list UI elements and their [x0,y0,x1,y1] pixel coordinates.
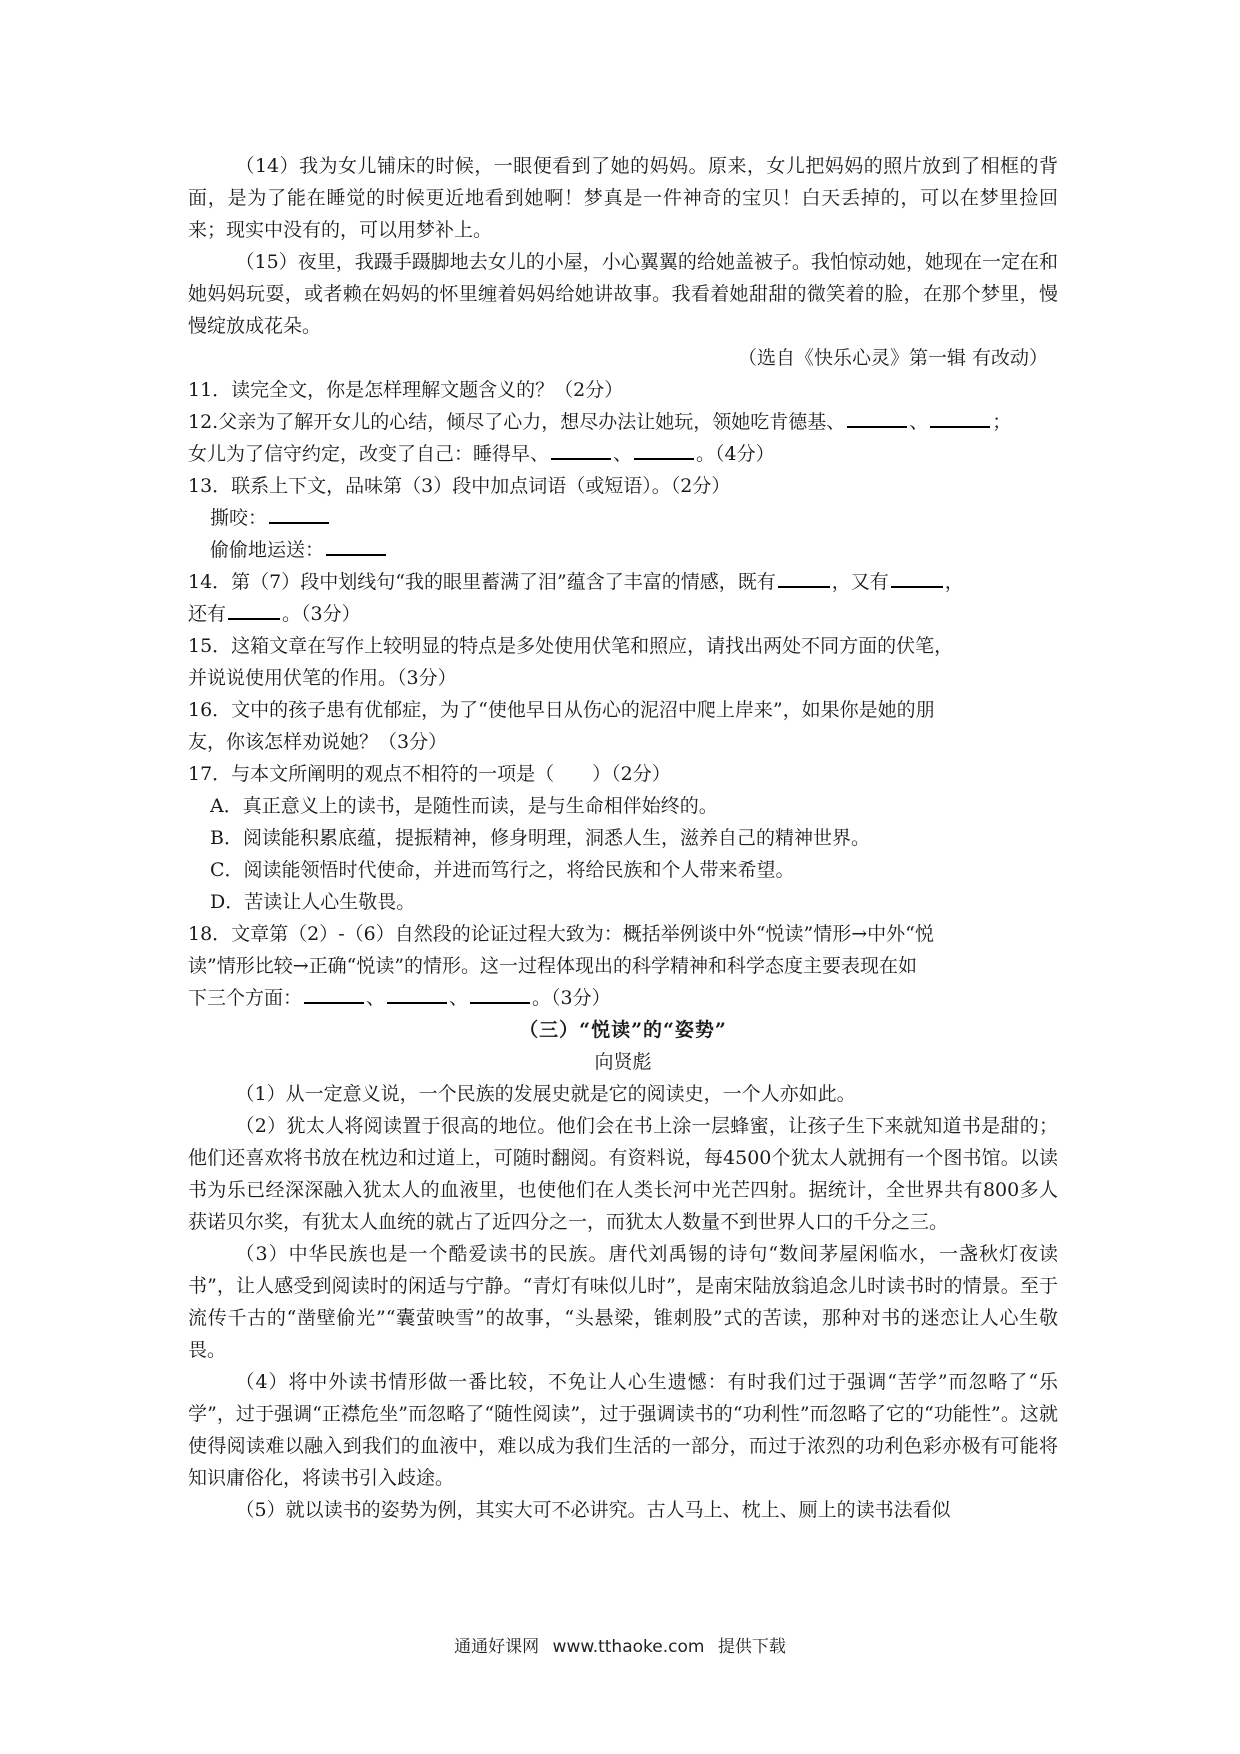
answer-blank[interactable] [326,534,386,556]
answer-blank[interactable] [778,566,830,588]
q18-sep: 、 [449,987,469,1009]
question-12-line-2 [188,438,1058,470]
q12-end: 。（4分） [696,443,775,465]
answer-blank[interactable] [387,982,447,1004]
q18-end: 。（3分） [532,987,611,1009]
question-16-line-2: 友，你该怎样劝说她？（3分） [188,731,448,753]
option-a[interactable]: A．真正意义上的读书，是随性而读，是与生命相伴始终的。 [210,795,718,817]
footer-note: 提供下载 [717,1637,786,1657]
q14-text-b: 还有 [188,603,227,625]
q18-text-c: 下三个方面： [188,987,303,1009]
answer-blank[interactable] [551,438,611,460]
question-18-line-3 [188,982,1058,1014]
answer-blank[interactable] [228,598,280,620]
section-paragraph-5: （5）就以读书的姿势为例，其实大可不必讲究。古人马上、枕上、厕上的读书法看似 [235,1499,951,1521]
answer-blank[interactable] [930,406,990,428]
q12-sep: 、 [613,443,633,465]
q14-text-a: 14．第（7）段中划线句“我的眼里蓄满了泪”蕴含了丰富的情感，既有 [188,571,776,593]
q14-mid: ，又有 [831,571,889,593]
q12-text-a: 12.父亲为了解开女儿的心结，倾尽了心力，想尽办法让她玩，领她吃肯德基、 [188,411,846,433]
answer-blank[interactable] [269,502,329,524]
question-18-line-1: 18．文章第（2）-（6）自然段的论证过程大致为：概括举例谈中外“悦读”情形→中外“悦 [188,923,934,945]
question-13-a [188,502,1058,534]
question-11: 11．读完全文，你是怎样理解文题含义的？（2分） [188,379,624,401]
section-paragraph-4: （4）将中外读书情形做一番比较，不免让人心生遗憾：有时我们过于强调“苦学”而忽略了“乐学”，过于强调“正襟危坐”而忽略了“随性阅读”，过于强调读书的“功利性”而忽略了它的“功能性”。这就使得阅读难以融入到我们的血液中，难以成为我们生活的一部分，而过于浓烈的功利色彩亦极有可能将知识庸俗化，将读书引入歧途。 [188,1371,1058,1489]
q12-end: ； [992,411,1012,433]
q13-term-a: 撕咬： [210,507,268,529]
option-b[interactable]: B．阅读能积累底蕴，提振精神，修身明理，洞悉人生，滋养自己的精神世界。 [210,827,870,849]
section-title: （三）“悦读”的“姿势” [519,1019,727,1041]
question-15-line-2: 并说说使用伏笔的作用。（3分） [188,667,457,689]
answer-blank[interactable] [470,982,530,1004]
answer-blank[interactable] [891,566,943,588]
section-paragraph-2: （2）犹太人将阅读置于很高的地位。他们会在书上涂一层蜂蜜，让孩子生下来就知道书是甜的；他们还喜欢将书放在枕边和过道上，可随时翻阅。有资料说，每4500个犹太人就拥有一个图书馆。以读书为乐已经深深融入犹太人的血液里，也使他们在人类长河中光芒四射。据统计，全世界共有800多人获诺贝尔奖，有犹太人血统的就占了近四分之一，而犹太人数量不到世界人口的千分之三。 [188,1115,1058,1233]
section-paragraph-3: （3）中华民族也是一个酷爱读书的民族。唐代刘禹锡的诗句“数间茅屋闲临水，一盏秋灯夜读书”，让人感受到阅读时的闲适与宁静。“青灯有味似儿时”，是南宋陆放翁追念儿时读书时的情景。至于流传千古的“凿壁偷光”“囊萤映雪”的故事，“头悬梁，锥刺股”式的苦读，那种对书的迷恋让人心生敬畏。 [188,1243,1058,1361]
q14-end: ， [944,571,964,593]
question-12-line-1 [188,406,1058,438]
question-13: 13．联系上下文，品味第（3）段中加点词语（或短语）。（2分） [188,475,731,497]
section-paragraph-1: （1）从一定意义说，一个民族的发展史就是它的阅读史，一个人亦如此。 [235,1083,856,1105]
q18-sep: 、 [366,987,386,1009]
paragraph-15: （15）夜里，我蹑手蹑脚地去女儿的小屋，小心翼翼的给她盖被子。我怕惊动她，她现在一定在和她妈妈玩耍，或者赖在妈妈的怀里缠着妈妈给她讲故事。我看着她甜甜的微笑着的脸，在那个梦里，慢慢绽放成花朵。 [188,251,1058,337]
q13-term-b: 偷偷地运送： [210,539,325,561]
answer-blank[interactable] [847,406,907,428]
q14-end: 。（3分） [282,603,361,625]
question-14-line-2 [188,598,1058,630]
question-16-line-1: 16．文中的孩子患有优郁症，为了“使他早日从伤心的泥沼中爬上岸来”，如果你是她的朋 [188,699,935,721]
page-footer [0,1632,1240,1657]
source-note: （选自《快乐心灵》第一辑 有改动） [737,347,1048,369]
author-name: 向贤彪 [594,1051,652,1073]
question-15-line-1: 15．这箱文章在写作上较明显的特点是多处使用伏笔和照应，请找出两处不同方面的伏笔， [188,635,954,657]
question-17: 17．与本文所阐明的观点不相符的一项是（ ）（2分） [188,763,671,785]
q12-text-b: 女儿为了信守约定，改变了自己：睡得早、 [188,443,550,465]
q12-sep: 、 [909,411,929,433]
option-d[interactable]: D．苦读让人心生敬畏。 [210,891,416,913]
option-c[interactable]: C．阅读能领悟时代使命，并进而笃行之，将给民族和个人带来希望。 [210,859,795,881]
answer-blank[interactable] [304,982,364,1004]
footer-url[interactable]: www.tthaoke.com [552,1637,705,1657]
footer-site-name: 通通好课网 [454,1637,540,1657]
document-page [188,150,1058,1526]
question-13-b [188,534,1058,566]
question-14-line-1 [188,566,1058,598]
question-18-line-2: 读”情形比较→正确“悦读”的情形。这一过程体现出的科学精神和科学态度主要表现在如 [188,955,918,977]
answer-blank[interactable] [634,438,694,460]
paragraph-14: （14）我为女儿铺床的时候，一眼便看到了她的妈妈。原来，女儿把妈妈的照片放到了相框的背面，是为了能在睡觉的时候更近地看到她啊！梦真是一件神奇的宝贝！白天丢掉的，可以在梦里捡回来；现实中没有的，可以用梦补上。 [188,155,1058,241]
